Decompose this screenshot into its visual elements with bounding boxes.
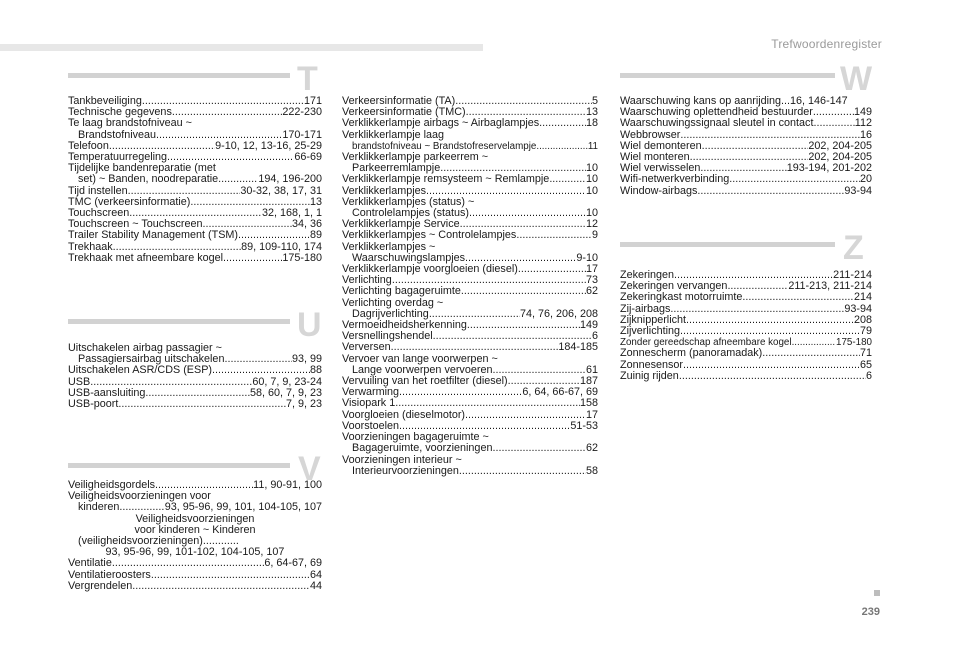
index-entry: Waarschuwing kans op aanrijding...16, 146-147 <box>620 95 848 107</box>
entry-leader <box>224 354 292 365</box>
entry-term: Controlelampjes (status) <box>352 207 470 220</box>
section-v-letter: V <box>298 450 321 488</box>
entry-term: TMC (verkeersinformatie) <box>68 195 191 208</box>
entry-leader <box>461 286 586 297</box>
entry-pages: 88 <box>309 364 322 377</box>
section-u-rule <box>68 319 290 324</box>
entry-term: Zijverlichting <box>620 325 680 338</box>
entry-pages: 89, 109-110, 174 <box>241 240 322 253</box>
entry-term: Dagrijverlichting <box>352 307 429 320</box>
entry-pages: 12 <box>585 218 598 231</box>
index-entry: Uitschakelen airbag passagier ~ <box>68 342 222 354</box>
entry-pages: 193-194, 201-202 <box>786 162 872 175</box>
entry-leader <box>118 399 286 410</box>
entry-pages: 17 <box>585 408 598 421</box>
index-entry <box>620 292 872 303</box>
entry-pages: 89 <box>309 229 322 242</box>
header-bar <box>0 44 483 51</box>
entry-pages: 16 <box>859 128 872 141</box>
entry-pages: 13 <box>309 195 322 208</box>
entry-term: Uitschakelen ASR/CDS (ESP) <box>68 364 213 377</box>
index-w-list <box>620 96 872 197</box>
entry-pages: 175-180 <box>836 337 872 349</box>
entry-pages: 64 <box>309 568 322 581</box>
entry-leader <box>465 410 586 421</box>
entry-term: kinderen <box>78 501 120 514</box>
entry-pages: 6 <box>865 369 872 382</box>
entry-pages: 6 <box>591 330 598 343</box>
entry-leader <box>391 342 559 353</box>
index-entry: Tijdelijke bandenreparatie (met <box>68 162 216 175</box>
entry-pages: 214 <box>853 291 872 304</box>
entry-term: Verklikkerlampjes <box>342 184 427 197</box>
entry-pages: 13 <box>585 106 598 119</box>
entry-pages: 61 <box>585 363 598 376</box>
entry-pages: 202, 204-205 <box>808 139 872 152</box>
entry-term: Verklikkerlampje voorgloeien (diesel) <box>342 263 518 276</box>
entry-leader <box>223 253 282 264</box>
index-entry <box>68 399 322 410</box>
entry-pages: 10 <box>585 207 598 220</box>
entry-leader <box>459 466 586 477</box>
entry-leader <box>742 292 854 303</box>
entry-pages: 208 <box>853 313 872 326</box>
entry-term: Vervuiling van het roetfilter (diesel) <box>342 375 508 388</box>
index-entry <box>342 286 598 297</box>
entry-pages: 32, 168, 1, 1 <box>261 207 322 220</box>
entry-term: Verlichting bagageruimte <box>342 285 461 298</box>
entry-term: Technische gegevens <box>68 106 172 119</box>
entry-term: Waarschuwingslampjes <box>352 251 466 264</box>
entry-term: Visiopark 1 <box>342 397 396 410</box>
index-entry: voor kinderen ~ Kinderen <box>134 523 256 536</box>
entry-term: Temperatuurregeling <box>68 151 168 164</box>
entry-term: Telefoon <box>68 139 109 152</box>
entry-pages: 93-94 <box>844 184 872 197</box>
entry-pages: 73 <box>585 274 598 287</box>
entry-term: Touchscreen <box>68 207 130 220</box>
index-entry: Verklikkerlampjes (status) ~ <box>342 195 475 208</box>
index-entry <box>620 186 872 197</box>
entry-term: Wiel demonteren <box>620 139 702 152</box>
entry-term: Zij-airbags <box>620 302 671 315</box>
entry-term: Zekeringkast motorruimte <box>620 291 743 304</box>
entry-pages: 194, 196-200 <box>258 173 322 186</box>
entry-term: USB-poort <box>68 398 119 411</box>
entry-term: Waarschuwingssignaal sleutel in contact <box>620 117 814 130</box>
entry-pages: 74, 76, 206, 208 <box>519 307 598 320</box>
section-t-rule <box>68 73 290 78</box>
entry-pages: 93, 99 <box>291 353 322 366</box>
index-entry: Voorzieningen bagageruimte ~ <box>342 431 489 444</box>
entry-pages: 158 <box>579 397 598 410</box>
index-z-list <box>620 270 872 382</box>
index-entry: Vervoer van lange voorwerpen ~ <box>342 352 498 365</box>
index-entry: Verklikkerlampje parkeerrem ~ <box>342 151 489 164</box>
section-w-letter: W <box>840 60 873 98</box>
entry-term: Verlichting <box>342 274 392 287</box>
entry-pages: 184-185 <box>558 341 598 354</box>
page-marker <box>874 590 880 596</box>
entry-term: Passagiersairbag uitschakelen <box>78 353 225 366</box>
entry-leader <box>395 398 580 409</box>
entry-term: Verklikkerlampjes ~ Controlelampjes <box>342 229 517 242</box>
index-entry: Veiligheidsvoorzieningen <box>135 512 255 525</box>
entry-leader <box>702 141 809 152</box>
entry-pages: 11, 90-91, 100 <box>253 479 322 491</box>
entry-pages: 10 <box>585 162 598 175</box>
entry-leader <box>683 360 860 371</box>
index-entry <box>620 118 872 129</box>
entry-term: Voorstoelen <box>342 419 400 432</box>
entry-leader <box>539 118 586 129</box>
index-t-list <box>68 96 322 264</box>
index-entry <box>620 326 872 337</box>
section-w-rule <box>620 73 835 78</box>
entry-pages: 11 <box>587 140 598 152</box>
entry-leader <box>151 570 310 581</box>
entry-term: brandstofniveau ~ Brandstofreservelampje <box>352 140 537 152</box>
entry-leader <box>238 230 310 241</box>
index-entry: Verklikkerlampjes ~ <box>342 240 436 253</box>
entry-pages: 171 <box>303 95 322 107</box>
entry-leader <box>697 186 844 197</box>
entry-term: Trailer Stability Management (TSM) <box>68 229 238 242</box>
entry-term: Brandstofniveau <box>78 128 157 141</box>
entry-term: Voorgloeien (dieselmotor) <box>342 408 466 421</box>
index-entry: Verlichting overdag ~ <box>342 296 444 309</box>
entry-pages: 149 <box>853 106 872 119</box>
entry-pages: 9 <box>591 229 598 242</box>
entry-leader <box>686 315 854 326</box>
entry-term: Ventilatieroosters <box>68 568 151 581</box>
index-entry <box>620 348 872 359</box>
entry-pages: 175-180 <box>282 251 322 264</box>
index-entry <box>68 230 322 241</box>
entry-leader <box>549 174 586 185</box>
entry-term: Zekeringen <box>620 269 675 281</box>
index-entry <box>342 118 598 129</box>
index-entry <box>68 502 322 513</box>
entry-term: Versnellingshendel <box>342 330 433 343</box>
entry-term: Window-airbags <box>620 184 698 197</box>
entry-term: Trekhaak <box>68 240 113 253</box>
index-entry <box>342 230 598 241</box>
entry-leader <box>516 230 592 241</box>
entry-pages: 112 <box>854 117 872 130</box>
entry-term: Wiel monteren <box>620 151 690 164</box>
entry-leader <box>455 96 592 107</box>
entry-term: Wifi-netwerkverbinding <box>620 173 730 186</box>
entry-leader <box>467 320 580 331</box>
entry-term: Ventilatie <box>68 557 112 570</box>
index-entry <box>342 466 598 477</box>
index-entry <box>620 174 872 185</box>
entry-term: Interieurvoorzieningen <box>352 464 459 477</box>
entry-term: Webbrowser <box>620 128 681 141</box>
index-entry <box>342 443 598 454</box>
index-entry: Verklikkerlampje laag <box>342 128 445 141</box>
entry-pages: 51-53 <box>570 419 598 432</box>
entry-leader <box>813 107 854 118</box>
entry-leader <box>145 388 250 399</box>
section-t-letter: T <box>297 60 318 98</box>
entry-pages: 9-10, 12, 13-16, 25-29 <box>215 139 322 152</box>
entry-pages: 93-94 <box>844 302 872 315</box>
section-v-rule <box>68 463 290 468</box>
entry-leader <box>729 174 860 185</box>
entry-pages: 9-10 <box>576 251 598 264</box>
entry-leader <box>112 558 265 569</box>
entry-pages: 34, 36 <box>291 218 322 231</box>
entry-term: Verkeersinformatie (TMC) <box>342 106 466 119</box>
entry-term: Waarschuwing oplettendheid bestuurder <box>620 106 813 119</box>
entry-term: Touchscreen ~ Touchscreen <box>68 218 203 231</box>
entry-pages: 211-213, 211-214 <box>788 280 872 293</box>
entry-leader <box>132 581 310 592</box>
index-entry <box>68 558 322 569</box>
entry-pages: 17 <box>585 263 598 276</box>
entry-leader <box>119 502 164 513</box>
index-v-list-col1 <box>68 480 322 592</box>
entry-leader <box>399 387 522 398</box>
entry-pages: 5 <box>591 95 598 107</box>
entry-term: Tijd instellen <box>68 184 128 197</box>
entry-pages: 62 <box>585 285 598 298</box>
entry-pages: 62 <box>585 442 598 455</box>
entry-leader <box>792 337 836 348</box>
index-u-list <box>68 343 322 410</box>
entry-term: Verklikkerlampje airbags ~ Airbaglampjes <box>342 117 540 130</box>
index-entry <box>68 581 322 592</box>
entry-pages: 170-171 <box>282 128 322 141</box>
entry-term: set) ~ Banden, noodreparatie <box>78 173 219 186</box>
index-entry <box>68 174 322 185</box>
entry-pages: 222-230 <box>282 106 322 119</box>
entry-pages: 18 <box>585 117 598 130</box>
entry-leader <box>670 304 844 315</box>
entry-leader <box>518 264 586 275</box>
section-title: Trefwoordenregister <box>771 37 882 51</box>
entry-term: Lange voorwerpen vervoeren <box>352 363 493 376</box>
entry-term: Veiligheidsgordels <box>68 479 156 491</box>
entry-term: Parkeerremlampje <box>352 162 441 175</box>
section-u-letter: U <box>297 306 322 344</box>
entry-pages: 30-32, 38, 17, 31 <box>240 184 322 197</box>
entry-term: Verversen <box>342 341 391 354</box>
entry-term: Verkeersinformatie (TA) <box>342 95 456 107</box>
entry-term: Vergrendelen <box>68 579 133 592</box>
index-entry <box>342 174 598 185</box>
index-v-list-col2 <box>342 96 598 477</box>
entry-pages: 20 <box>859 173 872 186</box>
index-entry <box>68 253 322 264</box>
entry-term: Zijknipperlicht <box>620 313 687 326</box>
page-number: 239 <box>861 606 880 618</box>
entry-pages: 149 <box>579 319 598 332</box>
entry-leader <box>218 174 258 185</box>
entry-leader <box>679 371 866 382</box>
entry-term: Verwarming <box>342 386 400 399</box>
entry-leader <box>813 118 854 129</box>
entry-pages: 6, 64-67, 69 <box>264 557 322 570</box>
index-entry: (veiligheidsvoorzieningen)............ <box>78 535 239 548</box>
entry-pages: 10 <box>585 184 598 197</box>
entry-term: Vermoeidheidsherkenning <box>342 319 467 332</box>
entry-leader <box>536 141 587 152</box>
entry-pages: 79 <box>859 325 872 338</box>
entry-pages: 202, 204-205 <box>808 151 872 164</box>
entry-pages: 58 <box>585 464 598 477</box>
entry-leader <box>762 348 860 359</box>
index-entry: Veiligheidsvoorzieningen voor <box>68 490 211 503</box>
index-entry <box>342 398 598 409</box>
entry-leader <box>469 208 586 219</box>
index-entry <box>68 365 322 376</box>
entry-leader <box>680 326 860 337</box>
index-entry: Voorzieningen interieur ~ <box>342 453 462 466</box>
entry-term: Bagageruimte, voorzieningen <box>352 442 493 455</box>
entry-pages: 187 <box>579 375 598 388</box>
index-entry <box>620 371 872 382</box>
entry-term: Trekhaak met afneembare kogel <box>68 251 224 264</box>
entry-pages: 60, 7, 9, 23-24 <box>252 375 322 388</box>
index-entry <box>342 342 598 353</box>
entry-term: Zonder gereedschap afneembare kogel <box>620 337 792 349</box>
index-entry: Te laag brandstofniveau ~ <box>68 117 192 130</box>
entry-leader <box>492 443 586 454</box>
entry-term: Tankbeveiliging <box>68 95 142 107</box>
entry-pages: 93, 95-96, 99, 101, 104-105, 107 <box>164 501 322 514</box>
entry-pages: 44 <box>309 579 322 592</box>
entry-term: Zekeringen vervangen <box>620 280 728 293</box>
entry-term: USB-aansluiting <box>68 386 146 399</box>
entry-leader <box>212 365 310 376</box>
section-z-letter: Z <box>843 229 864 267</box>
section-z-rule <box>620 242 835 247</box>
entry-term: Verklikkerlampje Service <box>342 218 460 231</box>
entry-term: Zuinig rijden <box>620 369 679 382</box>
entry-term: Wiel verwisselen <box>620 162 701 175</box>
entry-term: Verklikkerlampje remsysteem ~ Remlampje <box>342 173 550 186</box>
entry-pages: 71 <box>859 347 872 360</box>
entry-pages: 211-214 <box>833 269 872 281</box>
entry-pages: 58, 60, 7, 9, 23 <box>249 386 322 399</box>
entry-pages: 7, 9, 23 <box>285 398 322 411</box>
index-entry: 93, 95-96, 99, 101-102, 104-105, 107 <box>105 546 285 559</box>
entry-term: Zonnesensor <box>620 358 684 371</box>
entry-pages: 10 <box>585 173 598 186</box>
entry-term: USB <box>68 375 91 388</box>
entry-pages: 6, 64, 66-67, 69 <box>522 386 598 399</box>
entry-term: Zonnescherm (panoramadak) <box>620 347 763 360</box>
entry-pages: 65 <box>859 358 872 371</box>
entry-pages: 66-69 <box>294 151 322 164</box>
